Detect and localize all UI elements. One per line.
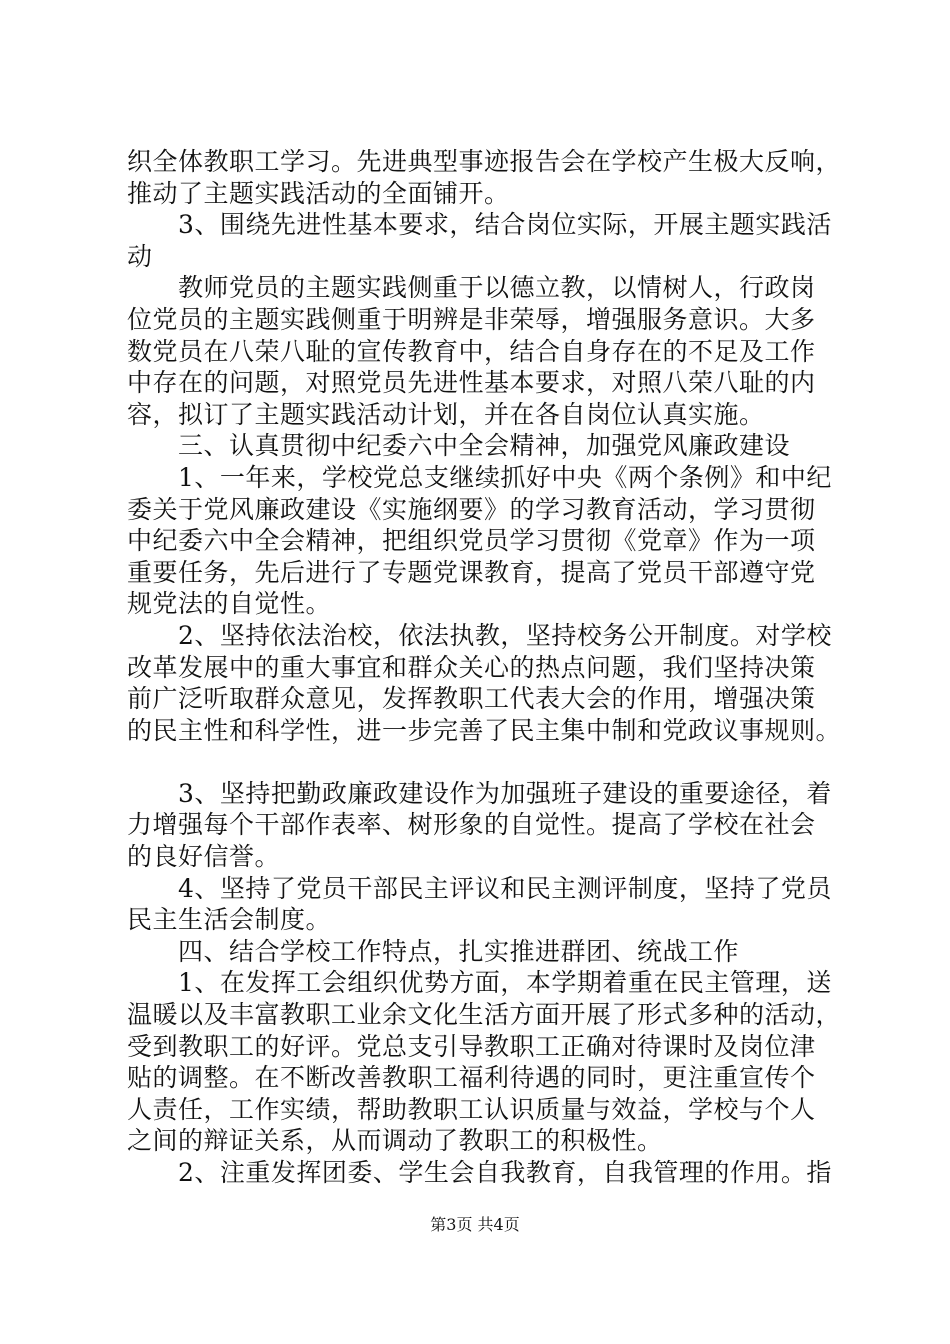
text-line: 民主生活会制度。: [127, 905, 332, 935]
text-line: 教师党员的主题实践侧重于以德立教，以情树人，行政岗: [127, 273, 816, 303]
text-line: 位党员的主题实践侧重于明辨是非荣辱，增强服务意识。大多: [127, 304, 816, 334]
text-line: 1、在发挥工会组织优势方面，本学期着重在民主管理，送: [127, 968, 832, 998]
text-line: 贴的调整。在不断改善教职工福利待遇的同时，更注重宣传个: [127, 1063, 816, 1093]
document-body: [127, 146, 842, 1189]
text-line: 委关于党风廉政建设《实施纲要》的学习教育活动，学习贯彻: [127, 494, 816, 524]
text-line: 人责任，工作实绩，帮助教职工认识质量与效益，学校与个人: [127, 1094, 816, 1124]
text-line: 改革发展中的重大事宜和群众关心的热点问题，我们坚持决策: [127, 652, 816, 682]
text-line: 的良好信誉。: [127, 842, 281, 872]
text-line: 重要任务，先后进行了专题党课教育，提高了党员干部遵守党: [127, 557, 816, 587]
text-line: 推动了主题实践活动的全面铺开。: [127, 178, 510, 208]
text-line: 2、注重发挥团委、学生会自我教育，自我管理的作用。指: [127, 1158, 832, 1187]
text-line: 数党员在八荣八耻的宣传教育中，结合自身存在的不足及工作: [127, 336, 816, 366]
text-line: 受到教职工的好评。党总支引导教职工正确对待课时及岗位津: [127, 1031, 816, 1061]
text-line: 动: [127, 241, 153, 271]
page-number-footer: 第3页 共4页: [430, 1215, 520, 1234]
text-line: 2、坚持依法治校，依法执教，坚持校务公开制度。对学校: [127, 620, 832, 650]
text-line: 1、一年来，学校党总支继续抓好中央《两个条例》和中纪: [127, 462, 832, 492]
text-line: 之间的辩证关系，从而调动了教职工的积极性。: [127, 1126, 663, 1156]
text-line: 规党法的自觉性。: [127, 589, 332, 619]
text-line: 中纪委六中全会精神，把组织党员学习贯彻《党章》作为一项: [127, 526, 816, 556]
text-line: 4、坚持了党员干部民主评议和民主测评制度，坚持了党员: [127, 873, 832, 903]
text-line: 前广泛听取群众意见，发挥教职工代表大会的作用，增强决策: [127, 684, 816, 714]
blank-line: [127, 746, 833, 778]
text-line: 温暖以及丰富教职工业余文化生活方面开展了形式多种的活动，: [127, 1000, 842, 1030]
text-line: 容，拟订了主题实践活动计划，并在各自岗位认真实施。: [127, 399, 765, 429]
text-line: 3、坚持把勤政廉政建设作为加强班子建设的重要途径，着: [127, 778, 832, 808]
text-line: 的民主性和科学性，进一步完善了民主集中制和党政议事规则。: [127, 715, 842, 745]
section-heading: 四、结合学校工作特点，扎实推进群团、统战工作: [127, 936, 740, 966]
text-line: 力增强每个干部作表率、树形象的自觉性。提高了学校在社会: [127, 810, 816, 840]
text-line: 3、围绕先进性基本要求，结合岗位实际，开展主题实践活: [127, 210, 832, 240]
section-heading: 三、认真贯彻中纪委六中全会精神，加强党风廉政建设: [127, 431, 791, 461]
text-line: 织全体教职工学习。先进典型事迹报告会在学校产生极大反响，: [127, 147, 842, 176]
text-line: 中存在的问题，对照党员先进性基本要求，对照八荣八耻的内: [127, 368, 816, 398]
